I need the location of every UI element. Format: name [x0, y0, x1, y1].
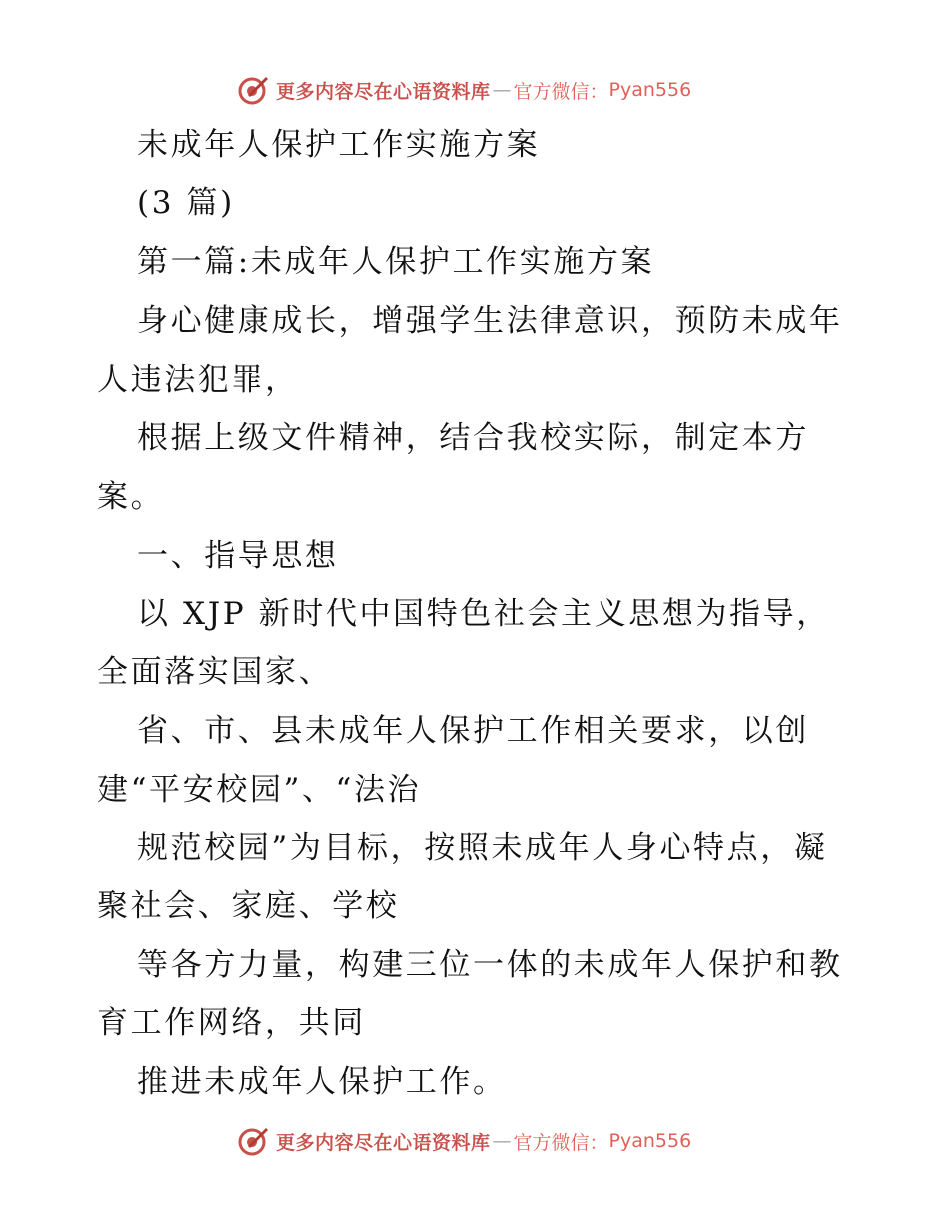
paragraph-line: 身心健康成长，增强学生法律意识，预防未成年 [137, 303, 843, 339]
pen-logo-icon [236, 1124, 270, 1158]
paragraph-line: 案。 [97, 479, 165, 515]
paragraph-line: 聚社会、家庭、学校 [97, 888, 400, 924]
paragraph-line: 全面落实国家、 [97, 654, 333, 690]
banner-wechat-account: Pyan556 [608, 79, 692, 101]
paragraph-line: 推进未成年人保护工作。 [137, 1064, 507, 1100]
paragraph-line: 等各方力量，构建三位一体的未成年人保护和教 [137, 947, 843, 983]
paragraph-line: 育工作网络，共同 [97, 1005, 366, 1041]
paragraph-line: 以 XJP 新时代中国特色社会主义思想为指导， [137, 596, 830, 632]
paragraph-line: 省、市、县未成年人保护工作相关要求，以创 [137, 713, 809, 749]
paragraph-line: 根据上级文件精神，结合我校实际，制定本方 [137, 420, 809, 456]
banner-wechat-label: 官方微信： [513, 80, 609, 103]
doc-subtitle-count: (3 篇) [137, 185, 235, 221]
banner-dash: — [492, 79, 512, 101]
pen-logo-icon [236, 73, 270, 107]
header-watermark-banner [236, 73, 691, 107]
paragraph-line: 建“平安校园”、“法治 [97, 772, 422, 808]
banner-wechat-label: 官方微信： [513, 1131, 609, 1154]
banner-wechat-account: Pyan556 [608, 1130, 692, 1152]
banner-dash: — [492, 1130, 512, 1152]
footer-watermark-banner [236, 1124, 691, 1158]
section-heading: 第一篇:未成年人保护工作实施方案 [137, 244, 655, 280]
banner-lead-text: 更多内容尽在心语资料库 [276, 1131, 491, 1154]
doc-title: 未成年人保护工作实施方案 [137, 127, 541, 163]
subsection-heading: 一、指导思想 [137, 538, 339, 574]
paragraph-line: 人违法犯罪， [97, 362, 299, 398]
paragraph-line: 规范校园”为目标，按照未成年人身心特点，凝 [137, 830, 828, 866]
banner-lead-text: 更多内容尽在心语资料库 [276, 80, 491, 103]
